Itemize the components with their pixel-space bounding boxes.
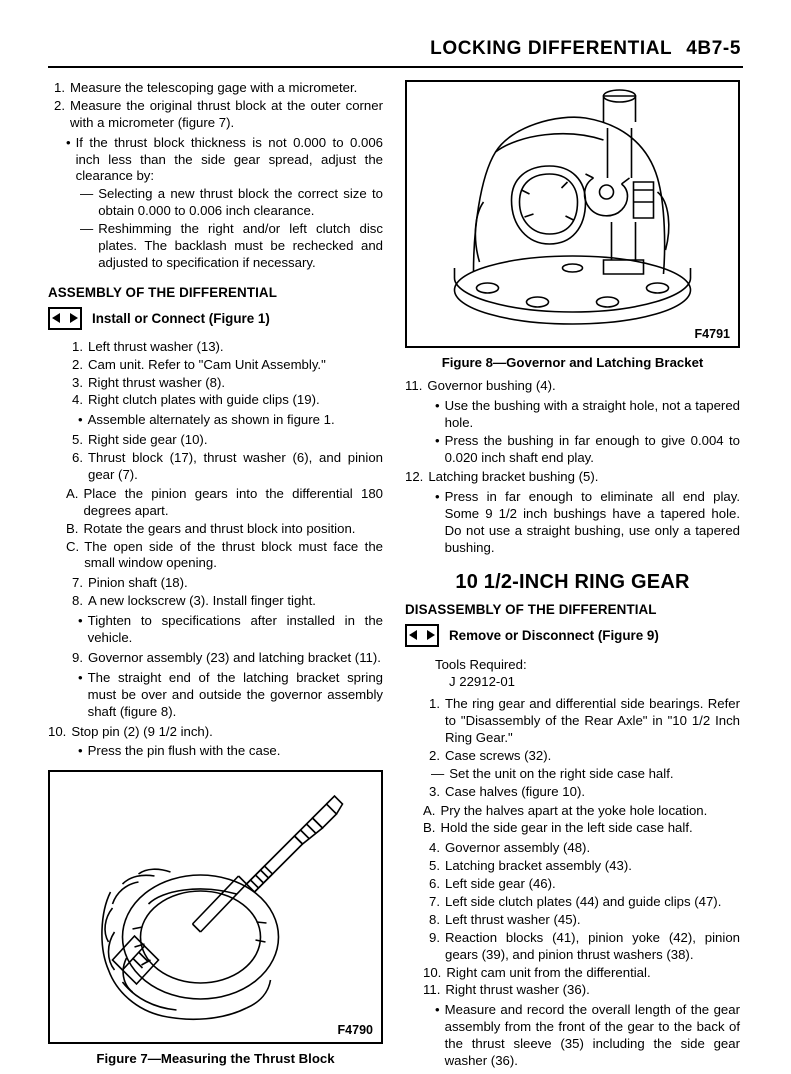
figure-7-id: F4790 bbox=[337, 1023, 373, 1038]
item-text: Governor assembly (23) and latching bracket (11). bbox=[88, 649, 381, 665]
left-column bbox=[48, 80, 383, 1074]
item-text: Governor bushing (4). bbox=[427, 378, 556, 393]
tool-id: J 22912-01 bbox=[449, 674, 515, 690]
item-text: Rotate the gears and thrust block into position. bbox=[83, 520, 356, 536]
list-item bbox=[80, 221, 383, 272]
numbered-list-disassembly-2 bbox=[405, 784, 740, 801]
tools-required-label: Tools Required: bbox=[435, 656, 527, 672]
item-number: 1. bbox=[54, 80, 65, 95]
list-item bbox=[423, 930, 740, 964]
list-item bbox=[423, 803, 740, 820]
bullet-list-thrust bbox=[48, 135, 383, 272]
item-number: 4. bbox=[429, 840, 440, 856]
numbered-list-disassembly bbox=[405, 696, 740, 765]
item-text: Hold the side gear in the left side case half. bbox=[440, 820, 693, 836]
item-text: The ring gear and differential side bearings. Refer to "Disassembly of the Rear Axle" in "10 1/2 Inch Ring Gear." bbox=[445, 696, 740, 745]
item-text: Right thrust washer (36). bbox=[445, 982, 590, 998]
list-item bbox=[66, 375, 383, 392]
item-text: Press the pin flush with the case. bbox=[87, 743, 281, 759]
item-text: Governor assembly (48). bbox=[445, 840, 591, 856]
item-number: 3. bbox=[429, 783, 440, 799]
list-item bbox=[66, 392, 383, 409]
numbered-list-assembly-2 bbox=[48, 432, 383, 484]
item-text: Right side gear (10). bbox=[88, 432, 208, 448]
figure-7-caption: Figure 7—Measuring the Thrust Block bbox=[96, 1051, 335, 1067]
arrow-right-icon bbox=[409, 630, 417, 640]
item-text: Stop pin (2) (9 1/2 inch). bbox=[71, 723, 213, 739]
item-number: 1. bbox=[72, 338, 83, 354]
item-number: 2. bbox=[429, 747, 440, 763]
item-text: Right clutch plates with guide clips (19). bbox=[88, 392, 320, 408]
dash-list-thrust bbox=[66, 186, 383, 271]
item-text: Left side clutch plates (44) and guide clips (47). bbox=[445, 894, 722, 910]
install-connect-icon bbox=[48, 307, 82, 330]
bullet-measure-record bbox=[405, 1002, 740, 1070]
list-item bbox=[405, 469, 740, 486]
bullet-assemble-alternately bbox=[48, 412, 383, 429]
item-label: A. bbox=[423, 802, 436, 818]
bullet-icon: • bbox=[435, 1002, 440, 1018]
procedure-header-install bbox=[48, 307, 383, 330]
item-number: 6. bbox=[72, 450, 83, 466]
item-text: The open side of the thrust block must face the small window opening. bbox=[84, 538, 383, 571]
list-item bbox=[78, 670, 383, 721]
list-item bbox=[423, 858, 740, 875]
item-text: Right cam unit from the differential. bbox=[446, 964, 651, 980]
list-item bbox=[423, 820, 740, 837]
item-number: 1. bbox=[429, 696, 440, 712]
header-divider bbox=[48, 66, 743, 68]
figure-7-image bbox=[48, 770, 383, 1044]
item-number: 5. bbox=[429, 858, 440, 874]
arrow-right-icon bbox=[52, 313, 60, 323]
item-number: 4. bbox=[72, 392, 83, 408]
item-text: Press the bushing in far enough to give 0.004 to 0.020 inch shaft end play. bbox=[444, 432, 740, 465]
item-text: Left thrust washer (13). bbox=[88, 338, 224, 354]
remove-disconnect-icon bbox=[405, 624, 439, 647]
item-text: Latching bracket assembly (43). bbox=[445, 858, 632, 874]
list-item bbox=[78, 613, 383, 647]
list-item bbox=[423, 982, 740, 999]
numbered-list-disassembly-3 bbox=[405, 840, 740, 999]
bullet-governor-spring bbox=[48, 670, 383, 721]
item-text: Reaction blocks (41), pinion yoke (42), pinion gears (39), and pinion thrust washers (38). bbox=[445, 929, 740, 962]
procedure-label: Install or Connect (Figure 1) bbox=[92, 310, 270, 326]
dash-icon: — bbox=[431, 765, 445, 781]
bullet-tighten bbox=[48, 613, 383, 647]
sub-steps-6 bbox=[48, 486, 383, 572]
figure-8-id: F4791 bbox=[694, 327, 730, 341]
item-text: Measure the original thrust block at the outer corner with a micrometer (figure 7). bbox=[70, 97, 383, 130]
item-text: Measure and record the overall length of the gear assembly from the front of the gear to the back of the thrust sleeve (35) including the side gear washer (36). bbox=[444, 1002, 740, 1069]
list-item bbox=[66, 521, 383, 538]
two-column-body bbox=[48, 80, 743, 1074]
list-item bbox=[78, 743, 383, 760]
list-item bbox=[423, 876, 740, 893]
item-label: A. bbox=[66, 485, 79, 501]
heading-ring-gear: 10 1/2-INCH RING GEAR bbox=[455, 570, 690, 593]
section-heading-assembly: ASSEMBLY OF THE DIFFERENTIAL bbox=[48, 284, 277, 300]
tools-required-block bbox=[405, 656, 740, 690]
item-number: 11. bbox=[405, 378, 423, 393]
list-item bbox=[48, 98, 383, 132]
procedure-label: Remove or Disconnect (Figure 9) bbox=[449, 627, 659, 643]
list-item bbox=[80, 186, 383, 220]
numbered-list-assembly-5 bbox=[48, 724, 383, 741]
item-number: 8. bbox=[72, 593, 83, 609]
sub-steps-3 bbox=[405, 803, 740, 838]
list-item bbox=[66, 593, 383, 610]
list-item bbox=[423, 912, 740, 929]
item-text: Case screws (32). bbox=[445, 747, 552, 763]
bullet-icon: • bbox=[78, 613, 83, 629]
item-text: Left thrust washer (45). bbox=[445, 911, 581, 927]
item-label: C. bbox=[66, 538, 80, 554]
item-number: 12. bbox=[405, 469, 424, 485]
list-item bbox=[405, 378, 740, 395]
list-item bbox=[66, 575, 383, 592]
item-number: 5. bbox=[72, 432, 83, 448]
numbered-list-assembly bbox=[48, 339, 383, 410]
dash-icon: — bbox=[80, 186, 94, 202]
dash-icon: — bbox=[80, 221, 94, 237]
item-text: A new lockscrew (3). Install finger tight. bbox=[88, 593, 316, 609]
bullet-icon: • bbox=[435, 432, 440, 448]
item-text: If the thrust block thickness is not 0.000 to 0.006 inch less than the side gear spread, adjust the clearance by: bbox=[75, 134, 383, 184]
dash-case-screws bbox=[405, 766, 740, 783]
item-text: Assemble alternately as shown in figure 1. bbox=[87, 412, 335, 428]
item-number: 10. bbox=[423, 964, 442, 980]
list-item bbox=[48, 80, 383, 97]
bullet-icon: • bbox=[78, 412, 83, 428]
item-number: 9. bbox=[429, 929, 440, 945]
right-column bbox=[405, 80, 740, 1073]
item-number: 8. bbox=[429, 911, 440, 927]
numbered-list-assembly-3 bbox=[48, 575, 383, 610]
item-text: Tighten to specifications after installed in the vehicle. bbox=[87, 613, 383, 646]
item-text: Right thrust washer (8). bbox=[88, 374, 226, 390]
item-label: B. bbox=[423, 820, 436, 836]
item-text: Set the unit on the right side case half. bbox=[449, 765, 674, 781]
page-header bbox=[48, 38, 743, 63]
list-item bbox=[66, 357, 383, 374]
item-number: 2. bbox=[54, 97, 65, 113]
item-number: 7. bbox=[429, 894, 440, 910]
list-item bbox=[66, 450, 383, 484]
bullet-list-11 bbox=[405, 398, 740, 467]
list-item bbox=[423, 840, 740, 857]
bullet-stop-pin bbox=[48, 743, 383, 760]
item-number: 3. bbox=[72, 374, 83, 390]
item-text: Press in far enough to eliminate all end play. Some 9 1/2 inch bushings have a tapered hole. Do not use a straight bushing, use only a tapered bushing. bbox=[444, 489, 740, 556]
list-item bbox=[66, 539, 383, 573]
item-label: B. bbox=[66, 520, 79, 536]
list-item bbox=[48, 724, 383, 741]
item-text: Place the pinion gears into the differential 180 degrees apart. bbox=[83, 485, 383, 518]
list-item bbox=[66, 650, 383, 667]
page-number: 4B7-5 bbox=[686, 38, 741, 59]
list-item bbox=[435, 489, 740, 557]
item-text: Use the bushing with a straight hole, not a tapered hole. bbox=[444, 397, 740, 430]
bullet-icon: • bbox=[435, 489, 440, 505]
item-text: Pry the halves apart at the yoke hole location. bbox=[440, 802, 708, 818]
list-item bbox=[423, 784, 740, 801]
bullet-icon: • bbox=[78, 669, 83, 685]
item-text: Selecting a new thrust block the correct size to obtain 0.000 to 0.006 inch clearance. bbox=[98, 186, 383, 219]
item-text: Latching bracket bushing (5). bbox=[428, 469, 599, 485]
numbered-list-governor-bushing bbox=[405, 378, 740, 395]
list-item bbox=[66, 486, 383, 520]
bullet-icon: • bbox=[78, 743, 83, 759]
list-item bbox=[66, 339, 383, 356]
list-item bbox=[423, 748, 740, 765]
list-item bbox=[435, 398, 740, 432]
figure-7-illustration bbox=[50, 772, 381, 1042]
list-item bbox=[66, 135, 383, 186]
item-number: 9. bbox=[72, 649, 83, 665]
bullet-list-12 bbox=[405, 489, 740, 557]
item-number: 7. bbox=[72, 575, 83, 591]
list-item bbox=[423, 965, 740, 982]
list-item bbox=[78, 412, 383, 429]
item-number: 2. bbox=[72, 356, 83, 372]
figure-8-caption: Figure 8—Governor and Latching Bracket bbox=[441, 355, 704, 370]
list-item bbox=[66, 432, 383, 449]
item-text: Case halves (figure 10). bbox=[445, 783, 586, 799]
numbered-list-measure bbox=[48, 80, 383, 132]
numbered-list-latching-bushing bbox=[405, 469, 740, 486]
bullet-icon: • bbox=[435, 397, 440, 413]
item-text: Left side gear (46). bbox=[445, 876, 556, 892]
section-heading-disassembly: DISASSEMBLY OF THE DIFFERENTIAL bbox=[405, 601, 657, 617]
list-item bbox=[435, 1002, 740, 1070]
item-text: Thrust block (17), thrust washer (6), and pinion gear (7). bbox=[88, 450, 383, 483]
procedure-header-remove bbox=[405, 624, 740, 647]
list-item bbox=[431, 766, 740, 783]
list-item bbox=[435, 433, 740, 467]
list-item bbox=[423, 894, 740, 911]
figure-8-image bbox=[405, 80, 740, 348]
item-text: Reshimming the right and/or left clutch disc plates. The backlash must be rechecked and adjusted to specification if necessary. bbox=[98, 221, 383, 270]
item-text: Cam unit. Refer to "Cam Unit Assembly." bbox=[88, 356, 326, 372]
numbered-list-assembly-4 bbox=[48, 650, 383, 667]
page-title: LOCKING DIFFERENTIAL bbox=[430, 38, 673, 59]
item-text: The straight end of the latching bracket spring must be over and outside the governor assembly shaft (figure 8). bbox=[87, 669, 383, 719]
arrow-left-icon bbox=[427, 630, 435, 640]
item-number: 10. bbox=[48, 723, 67, 739]
item-text: Pinion shaft (18). bbox=[88, 575, 188, 591]
arrow-left-icon bbox=[70, 313, 78, 323]
list-item bbox=[423, 696, 740, 747]
figure-8-illustration bbox=[407, 82, 738, 346]
bullet-icon: • bbox=[66, 134, 71, 150]
item-number: 6. bbox=[429, 876, 440, 892]
item-text: Measure the telescoping gage with a micrometer. bbox=[70, 80, 358, 95]
item-number: 11. bbox=[423, 982, 441, 998]
